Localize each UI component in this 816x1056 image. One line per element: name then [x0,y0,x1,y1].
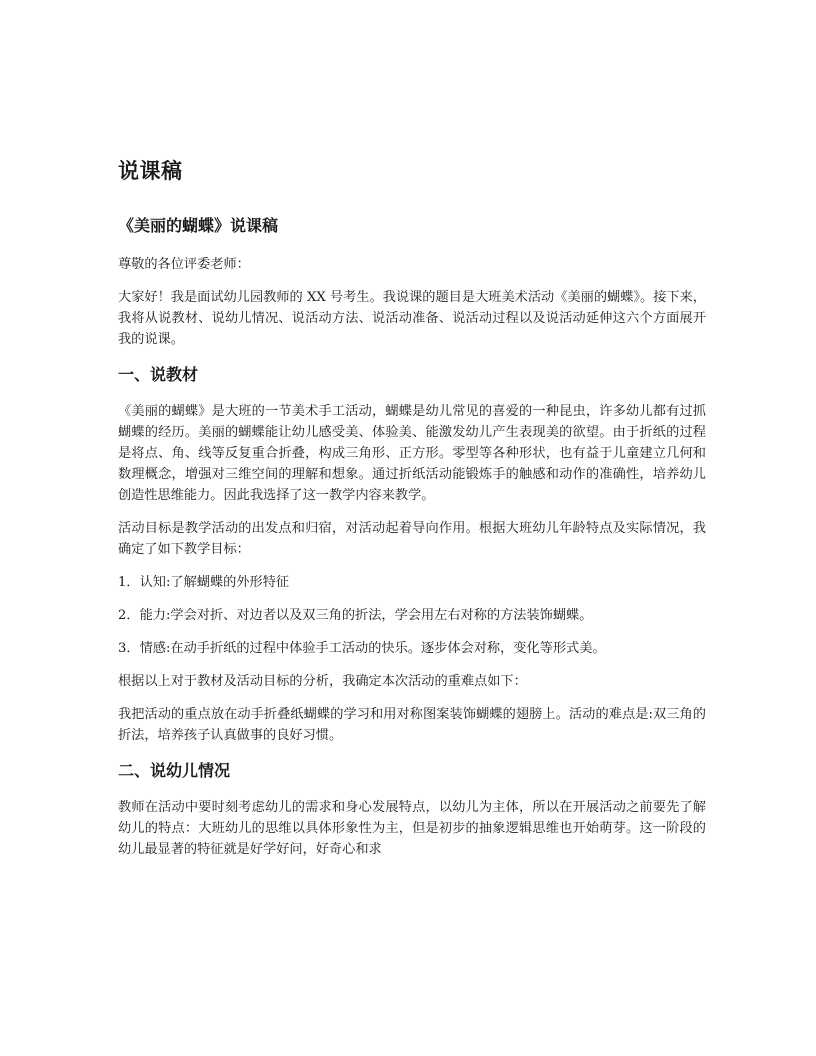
goal-item: 3．情感:在动手折纸的过程中体验手工活动的快乐。逐步体会对称，变化等形式美。 [118,641,606,656]
section-heading: 二、说幼儿情况 [118,761,231,780]
goal-item: 2．能力:学会对折、对边者以及双三角的折法，学会用左右对称的方法装饰蝴蝶。 [118,608,593,623]
section-heading: 一、说教材 [118,365,199,384]
section-children [118,758,706,860]
lesson-title: 《美丽的蝴蝶》说课稿 [118,216,279,235]
intro-paragraph: 大家好！我是面试幼儿园教师的 XX 号考生。我说课的题目是大班美术活动《美丽的蝴蝶》。接下来，我将从说教材、说幼儿情况、说活动方法、说活动准备、说活动过程以及说活动延伸这六个方面展开我的说课。 [118,290,706,347]
key-points-intro: 根据以上对于教材及活动目标的分析，我确定本次活动的重难点如下： [118,674,527,689]
greeting-paragraph: 尊敬的各位评委老师： [118,257,250,272]
goal-item: 1．认知:了解蝴蝶的外形特征 [118,575,290,590]
goals-intro-paragraph: 活动目标是教学活动的出发点和归宿，对活动起着导向作用。根据大班幼儿年龄特点及实际情况，我确定了如下教学目标： [118,521,706,557]
key-points-paragraph: 我把活动的重点放在动手折叠纸蝴蝶的学习和用对称图案装饰蝴蝶的翅膀上。活动的难点是:双三角的折法，培养孩子认真做事的良好习惯。 [118,707,706,743]
document-title: 说课稿 [118,159,183,183]
children-paragraph: 教师在活动中要时刻考虑幼儿的需求和身心发展特点，以幼儿为主体，所以在开展活动之前要先了解幼儿的特点：大班幼儿的思维以具体形象性为主，但是初步的抽象逻辑思维也开始萌芽。这一阶段的幼儿最显著的特征就是好学好问，好奇心和求 [118,800,706,857]
section-teaching-material [118,362,706,746]
material-paragraph: 《美丽的蝴蝶》是大班的一节美术手工活动，蝴蝶是幼儿常见的喜爱的一种昆虫，许多幼儿都有过抓蝴蝶的经历。美丽的蝴蝶能让幼儿感受美、体验美、能激发幼儿产生表现美的欲望。由于折纸的过程是将点、角、线等反复重合折叠，构成三角形、正方形。零型等各种形状，也有益于儿童建立几何和数理概念，增强对三维空间的理解和想象。通过折纸活动能锻炼手的触感和动作的准确性，培养幼儿创造性思维能力。因此我选择了这一教学内容来教学。 [118,404,706,503]
